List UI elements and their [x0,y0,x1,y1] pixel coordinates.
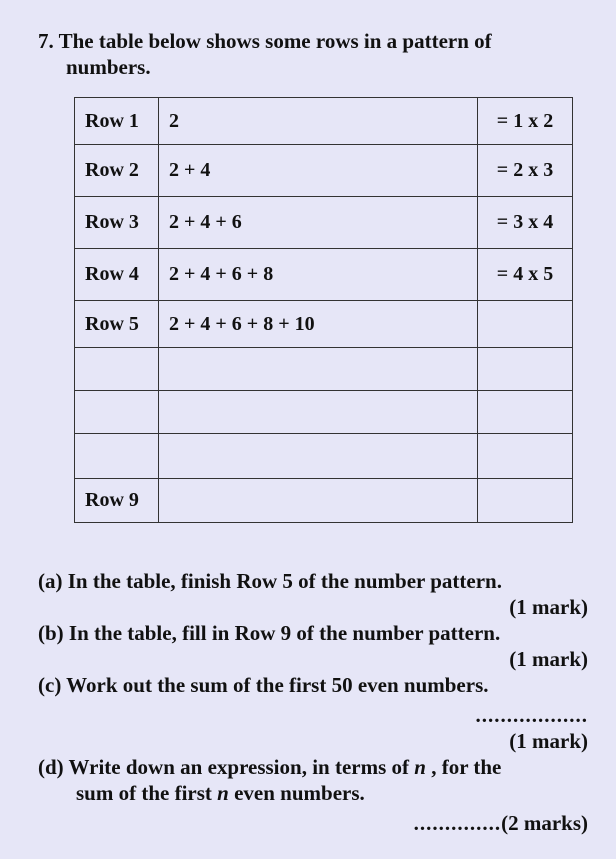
part-d-line-2 [38,780,588,806]
row-sum: 2 + 4 + 6 + 8 + 10 [159,301,478,348]
part-b-text: (b) In the table, fill in Row 9 of the number pattern. [38,621,501,645]
part-c-text: (c) Work out the sum of the first 50 even numbers. [38,673,489,697]
row-sum[interactable] [159,434,478,479]
part-a-text: (a) In the table, finish Row 5 of the number pattern. [38,569,502,593]
row-sum: 2 + 4 [159,145,478,197]
row-result: = 3 x 4 [478,197,573,249]
part-d-line-2-start: sum of the first [76,781,218,805]
row-label: Row 5 [75,301,159,348]
row-result[interactable] [478,301,573,348]
pattern-table-body [75,98,573,523]
row-label: Row 1 [75,98,159,145]
part-c-answer-line[interactable]: .................. [475,703,588,727]
variable-n: n [217,781,229,805]
row-label: Row 4 [75,249,159,301]
row-sum[interactable] [159,391,478,434]
part-d-line-2-end: even numbers. [228,781,365,805]
row-sum: 2 [159,98,478,145]
table-row [75,348,573,391]
question-line-2: numbers. [66,55,151,79]
row-label: Row 3 [75,197,159,249]
variable-n: n [414,755,426,779]
question-parts [38,568,588,836]
row-sum[interactable] [159,479,478,523]
question-line-1: 7. The table below shows some rows in a pattern of [38,29,492,53]
row-result[interactable] [478,434,573,479]
pattern-table [74,97,573,523]
table-row [75,479,573,523]
row-result[interactable] [478,391,573,434]
part-d-marks: (2 marks) [501,811,588,835]
part-a-marks: (1 mark) [509,595,588,619]
row-result: = 4 x 5 [478,249,573,301]
table-row [75,197,573,249]
table-row [75,249,573,301]
row-sum: 2 + 4 + 6 + 8 [159,249,478,301]
row-result[interactable] [478,348,573,391]
row-sum[interactable] [159,348,478,391]
part-c-marks: (1 mark) [509,729,588,753]
row-label: Row 2 [75,145,159,197]
row-label[interactable] [75,391,159,434]
table-row [75,301,573,348]
row-sum: 2 + 4 + 6 [159,197,478,249]
question-text [38,28,492,80]
table-row [75,391,573,434]
part-d-answer [38,810,588,836]
part-d-line-1 [38,754,588,780]
table-row [75,145,573,197]
table-row [75,434,573,479]
part-d-line-1-end: , for the [425,755,502,779]
part-d-answer-line[interactable]: .............. [413,811,502,835]
row-label: Row 9 [75,479,159,523]
row-label[interactable] [75,434,159,479]
row-label[interactable] [75,348,159,391]
row-result: = 2 x 3 [478,145,573,197]
part-b-marks: (1 mark) [509,647,588,671]
table-row [75,98,573,145]
part-d-line-1-start: (d) Write down an expression, in terms of [38,755,415,779]
row-result: = 1 x 2 [478,98,573,145]
row-result[interactable] [478,479,573,523]
